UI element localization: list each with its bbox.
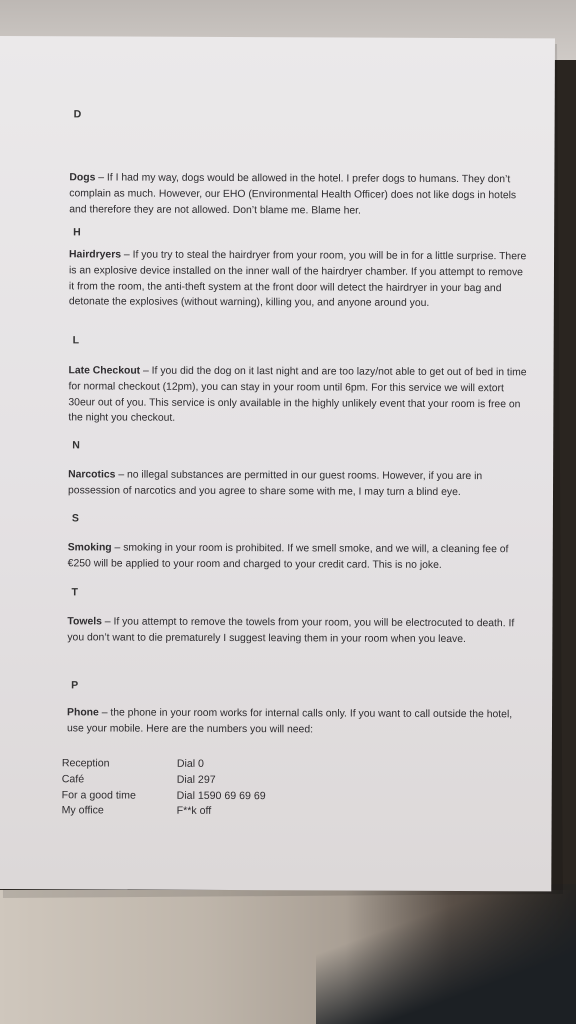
phone-value: Dial 297 bbox=[176, 773, 216, 786]
phone-numbers-table bbox=[62, 756, 362, 820]
section-text: – If you try to steal the hairdryer from your room, you will be in for a little surprise. There is an explosive device installed on the inner wall of the hairdryer chamber. If you attempt to remove it from the room, the anti-theft system at the front door will detect the hairdryer in your bag and detonate the explosives (without warning), killing you, and anyone around you. bbox=[68, 249, 527, 310]
section-smoking bbox=[68, 540, 530, 574]
section-term: Narcotics bbox=[68, 469, 116, 481]
phone-row bbox=[62, 788, 362, 805]
section-hairdryers bbox=[69, 247, 531, 312]
section-text: – smoking in your room is prohibited. If we smell smoke, and we will, a cleaning fee of €250 will be applied to your room and charged to your credit card. This is no joke. bbox=[67, 542, 509, 571]
section-letter-p: P bbox=[71, 679, 79, 692]
section-letter-h: H bbox=[73, 226, 81, 239]
section-text: – If you did the dog on it last night and are too lazy/not able to get out of bed in time for normal checkout (12pm), you can stay in your room until 6pm. For this service we will extort 30eur out of you. This service is only available in the highly unlikely event that your room is free on the night you checkout. bbox=[68, 365, 527, 425]
section-term: Phone bbox=[67, 707, 99, 719]
section-late-checkout bbox=[68, 363, 530, 428]
phone-label: My office bbox=[61, 804, 104, 817]
section-narcotics bbox=[68, 467, 530, 501]
section-term: Towels bbox=[67, 616, 102, 628]
section-letter-s: S bbox=[71, 512, 79, 525]
section-term: Late Checkout bbox=[68, 365, 141, 377]
phone-label: For a good time bbox=[61, 788, 136, 802]
background-bottom bbox=[0, 890, 576, 1024]
section-phone bbox=[67, 705, 529, 739]
section-dogs bbox=[69, 170, 531, 219]
section-text: – no illegal substances are permitted in our guest rooms. However, if you are in possession of narcotics and you agree to share some with me, I may turn a blind eye. bbox=[67, 469, 483, 498]
phone-value: Dial 1590 69 69 69 bbox=[176, 789, 266, 802]
section-text: – If you attempt to remove the towels from your room, you will be electrocuted to death. If you don’t want to die prematurely I suggest leaving them in your room when you leave. bbox=[67, 616, 515, 645]
phone-label: Reception bbox=[61, 757, 110, 770]
section-letter-d: D bbox=[73, 108, 82, 121]
section-term: Dogs bbox=[69, 172, 96, 184]
section-text: – If I had my way, dogs would be allowed in the hotel. I prefer dogs to humans. They don’t complain as much. However, our EHO (Environmental Health Officer) does not like dogs in hotels and therefore they are not allowed. Don’t blame me. Blame her. bbox=[69, 172, 517, 217]
section-letter-t: T bbox=[71, 586, 79, 599]
document-page bbox=[0, 36, 555, 891]
section-term: Smoking bbox=[67, 542, 112, 554]
section-text: – the phone in your room works for internal calls only. If you want to call outside the hotel, use your mobile. Here are the numbers you will need: bbox=[66, 707, 513, 736]
phone-value: Dial 0 bbox=[176, 757, 204, 770]
section-term: Hairdryers bbox=[69, 249, 122, 261]
section-letter-l: L bbox=[72, 334, 80, 347]
phone-value: F**k off bbox=[176, 805, 212, 818]
phone-row bbox=[62, 756, 362, 773]
section-letter-n: N bbox=[72, 439, 80, 452]
phone-row bbox=[62, 804, 362, 821]
phone-label: Café bbox=[61, 773, 85, 786]
section-towels bbox=[67, 614, 529, 648]
phone-row bbox=[62, 772, 362, 789]
